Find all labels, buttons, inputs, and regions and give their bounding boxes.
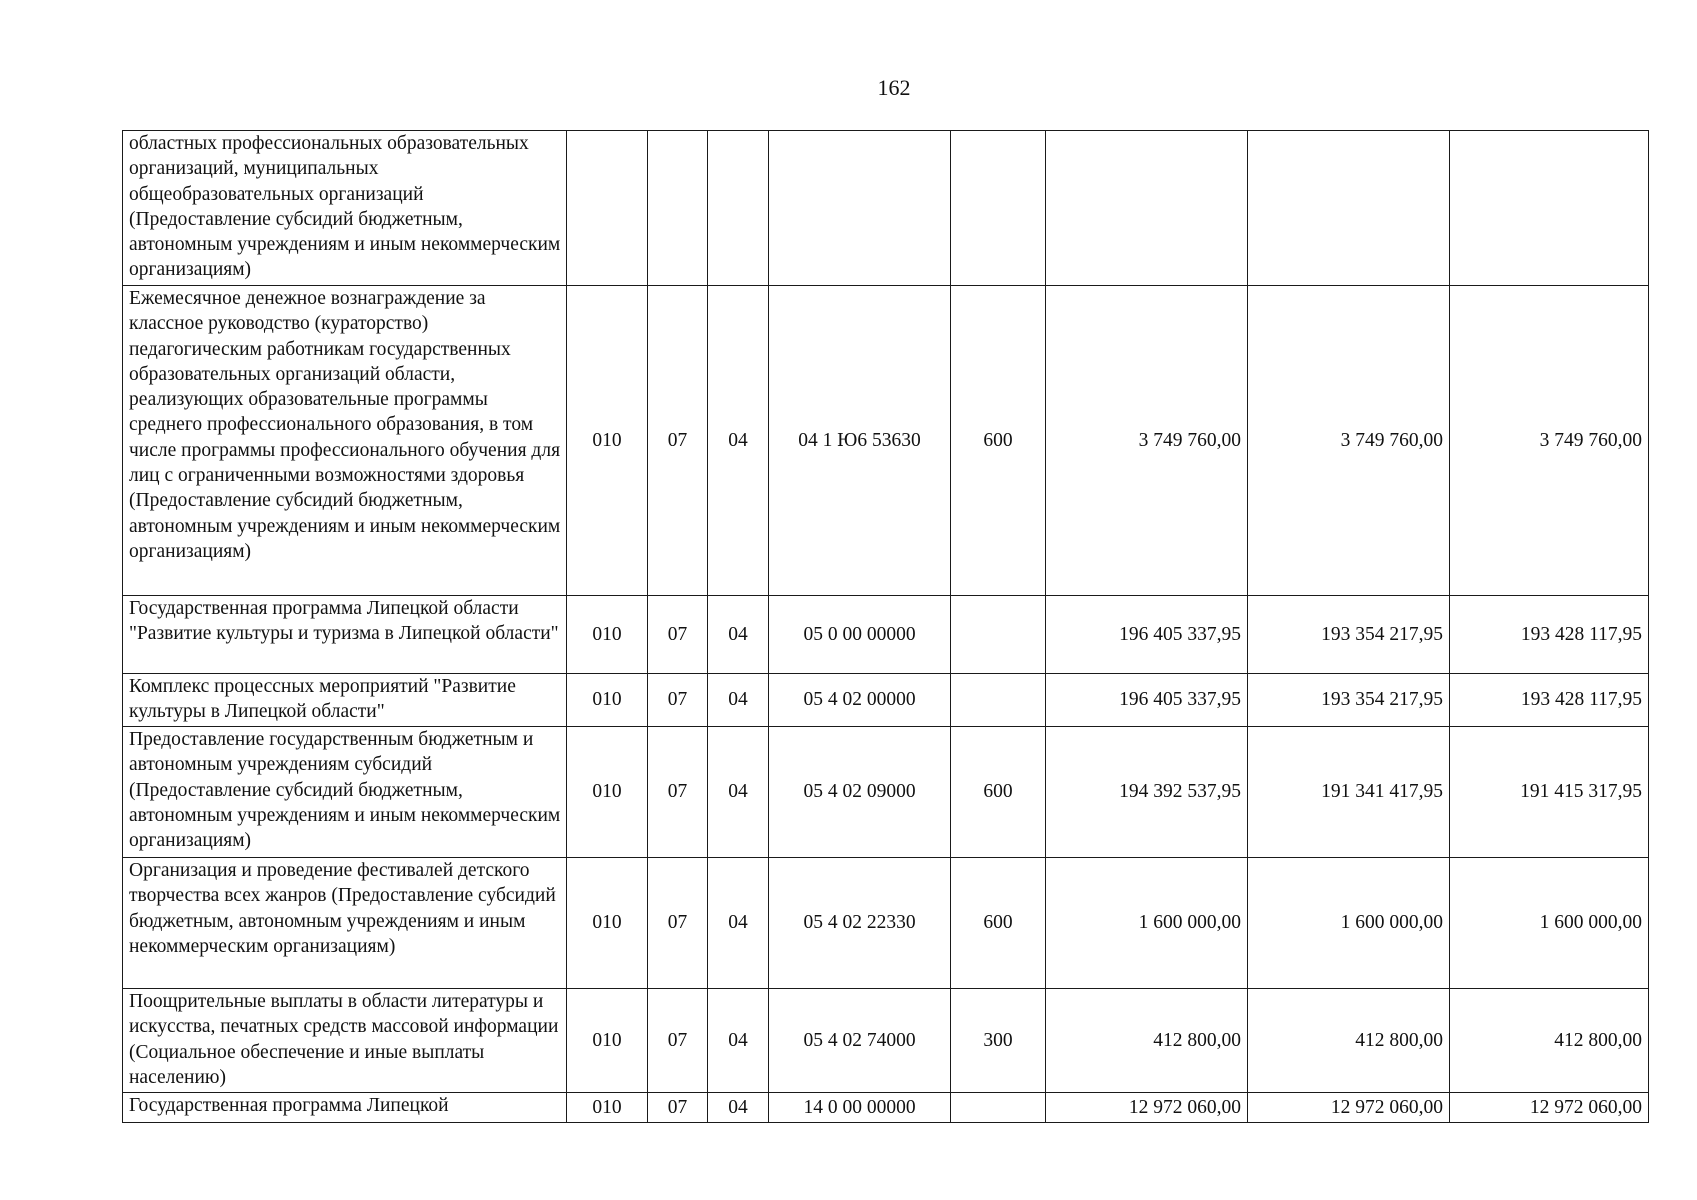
table-row [123,858,1649,989]
expense-name: Государственная программа Липецкой области "Развитие культуры и туризма в Липецкой области" [123,596,567,674]
amount-year-2: 193 354 217,95 [1248,674,1450,727]
target-article [769,131,951,286]
amount-year-3: 193 428 117,95 [1450,596,1649,674]
amount-year-1: 412 800,00 [1046,989,1248,1093]
subsection-code: 04 [708,286,769,596]
target-article: 05 4 02 00000 [769,674,951,727]
admin-code [567,131,648,286]
subsection-code: 04 [708,727,769,858]
amount-year-1: 12 972 060,00 [1046,1093,1248,1123]
table-row [123,596,1649,674]
expense-name: Государственная программа Липецкой [123,1093,567,1123]
admin-code: 010 [567,596,648,674]
section-code: 07 [648,674,708,727]
amount-year-2: 1 600 000,00 [1248,858,1450,989]
page-number: 162 [877,75,911,100]
table-row [123,989,1649,1093]
expense-name: Предоставление государственным бюджетным и автономным учреждениям субсидий (Предоставление субсидий бюджетным, автономным учреждениям и иным некоммерческим организациям) [123,727,567,858]
amount-year-3 [1450,131,1649,286]
amount-year-3: 191 415 317,95 [1450,727,1649,858]
amount-year-2: 3 749 760,00 [1248,286,1450,596]
expense-type: 300 [951,989,1046,1093]
subsection-code [708,131,769,286]
section-code: 07 [648,286,708,596]
table-row [123,727,1649,858]
amount-year-3: 1 600 000,00 [1450,858,1649,989]
target-article: 14 0 00 00000 [769,1093,951,1123]
target-article: 05 4 02 74000 [769,989,951,1093]
table-row [123,286,1649,596]
admin-code: 010 [567,989,648,1093]
expense-type [951,131,1046,286]
amount-year-3: 12 972 060,00 [1450,1093,1649,1123]
section-code: 07 [648,727,708,858]
expense-name: Поощрительные выплаты в области литературы и искусства, печатных средств массовой информации (Социальное обеспечение и иные выплаты населению) [123,989,567,1093]
subsection-code: 04 [708,674,769,727]
target-article: 05 4 02 09000 [769,727,951,858]
expense-type [951,1093,1046,1123]
section-code: 07 [648,1093,708,1123]
subsection-code: 04 [708,1093,769,1123]
table-row [123,674,1649,727]
amount-year-2: 191 341 417,95 [1248,727,1450,858]
section-code: 07 [648,596,708,674]
expense-name: Ежемесячное денежное вознаграждение за классное руководство (кураторство) педагогическим работникам государственных образовательных организаций области, реализующих образовательные программы среднего профессионального образования, в том числе программы профессионального обучения для лиц с ограниченными возможностями здоровья (Предоставление субсидий бюджетным, автономным учреждениям и иным некоммерческим организациям) [123,286,567,596]
admin-code: 010 [567,286,648,596]
amount-year-2 [1248,131,1450,286]
expense-type [951,674,1046,727]
expense-type: 600 [951,727,1046,858]
expense-name: областных профессиональных образовательных организаций, муниципальных общеобразовательных организаций (Предоставление субсидий бюджетным, автономным учреждениям и иным некоммерческим организациям) [123,131,567,286]
target-article: 05 0 00 00000 [769,596,951,674]
amount-year-2: 12 972 060,00 [1248,1093,1450,1123]
budget-table [122,130,1649,1123]
amount-year-1: 3 749 760,00 [1046,286,1248,596]
amount-year-1: 1 600 000,00 [1046,858,1248,989]
admin-code: 010 [567,1093,648,1123]
table-row [123,1093,1649,1123]
subsection-code: 04 [708,989,769,1093]
amount-year-2: 412 800,00 [1248,989,1450,1093]
amount-year-1: 196 405 337,95 [1046,674,1248,727]
section-code: 07 [648,989,708,1093]
subsection-code: 04 [708,858,769,989]
amount-year-2: 193 354 217,95 [1248,596,1450,674]
expense-type: 600 [951,286,1046,596]
amount-year-3: 193 428 117,95 [1450,674,1649,727]
expense-name: Комплекс процессных мероприятий "Развитие культуры в Липецкой области" [123,674,567,727]
target-article: 04 1 Ю6 53630 [769,286,951,596]
subsection-code: 04 [708,596,769,674]
admin-code: 010 [567,858,648,989]
admin-code: 010 [567,674,648,727]
expense-type [951,596,1046,674]
section-code [648,131,708,286]
section-code: 07 [648,858,708,989]
amount-year-3: 3 749 760,00 [1450,286,1649,596]
expense-type: 600 [951,858,1046,989]
target-article: 05 4 02 22330 [769,858,951,989]
amount-year-1 [1046,131,1248,286]
amount-year-3: 412 800,00 [1450,989,1649,1093]
amount-year-1: 194 392 537,95 [1046,727,1248,858]
expense-name: Организация и проведение фестивалей детского творчества всех жанров (Предоставление субсидий бюджетным, автономным учреждениям и иным некоммерческим организациям) [123,858,567,989]
admin-code: 010 [567,727,648,858]
amount-year-1: 196 405 337,95 [1046,596,1248,674]
table-row [123,131,1649,286]
